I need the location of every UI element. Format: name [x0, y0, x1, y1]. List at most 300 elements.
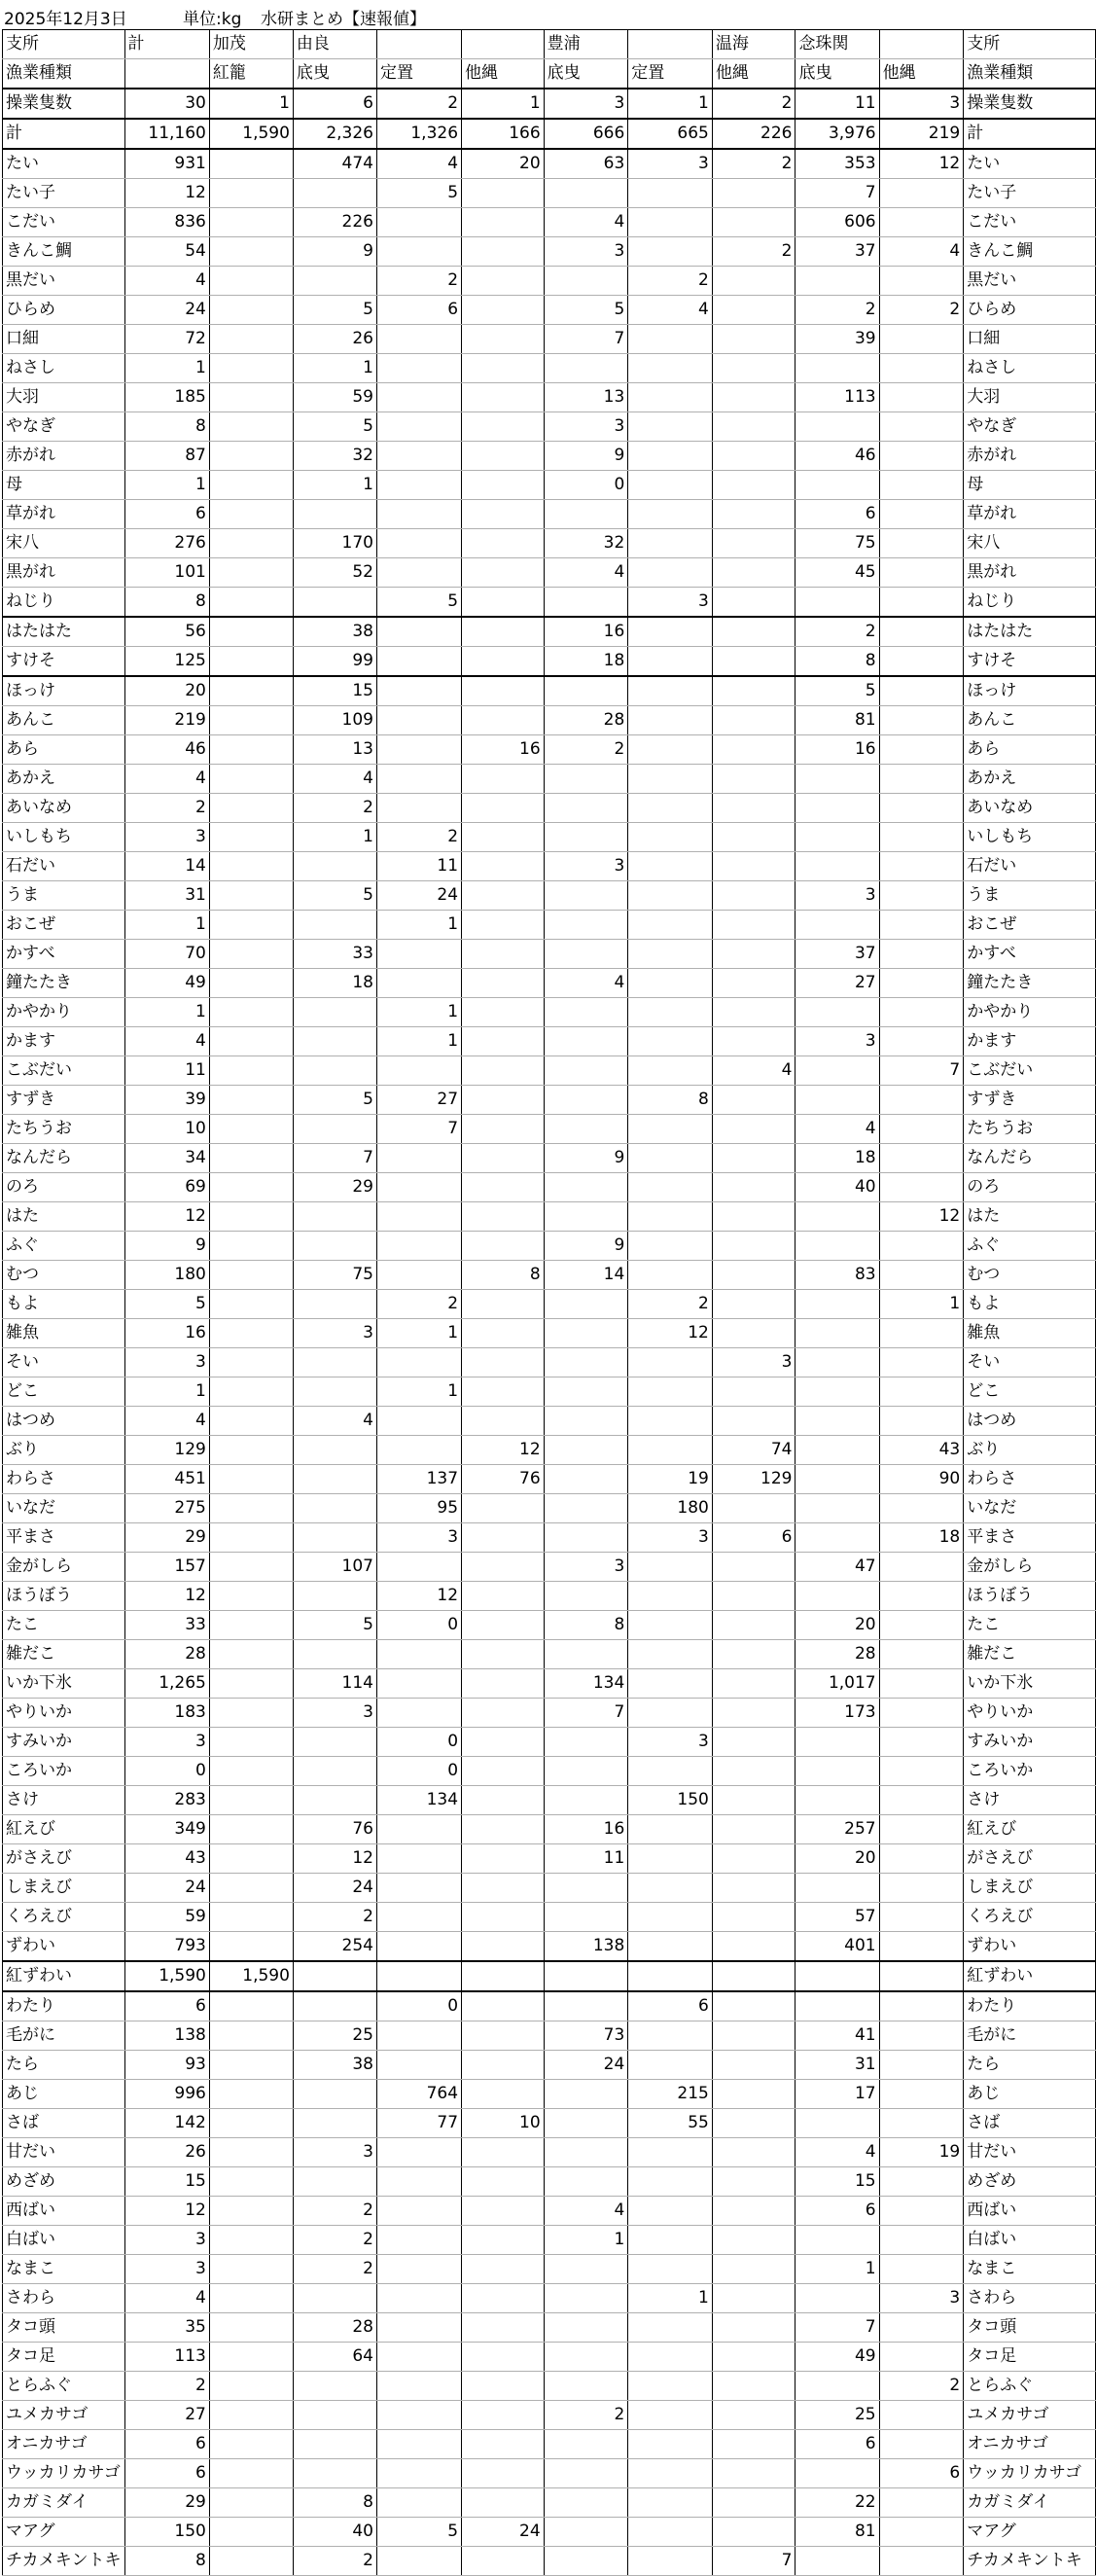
table-row: [3, 1611, 1096, 1640]
table-row: [3, 2226, 1096, 2255]
cell: 3: [544, 1553, 628, 1582]
cell: [544, 940, 628, 969]
row-label: あじ: [3, 2080, 125, 2109]
cell: 90: [879, 1465, 964, 1494]
cell: [879, 1319, 964, 1348]
cell: [376, 1436, 461, 1465]
table-row: [3, 2459, 1096, 2488]
row-label-right: むつ: [964, 1261, 1096, 1290]
cell: [209, 1844, 293, 1874]
row-label: 雑だこ: [3, 1640, 125, 1669]
row-label-right: くろえび: [964, 1903, 1096, 1932]
cell: [628, 1815, 713, 1844]
cell: [462, 617, 545, 647]
cell: 7: [712, 2547, 795, 2576]
cell: [293, 911, 376, 940]
table-row: [3, 1436, 1096, 1465]
cell: [544, 1523, 628, 1553]
cell: 226: [293, 208, 376, 237]
cell: 76: [293, 1815, 376, 1844]
row-label: ウッカリカサゴ: [3, 2459, 125, 2488]
cell: [544, 1290, 628, 1319]
cell: [376, 2401, 461, 2430]
row-label-right: あじ: [964, 2080, 1096, 2109]
row-label-right: 赤がれ: [964, 442, 1096, 471]
table-row: [3, 1202, 1096, 1232]
row-label-right: マアグ: [964, 2518, 1096, 2547]
cell: [712, 471, 795, 500]
cell: [209, 794, 293, 823]
cell: 0: [376, 1757, 461, 1786]
cell: [376, 1903, 461, 1932]
cell: 3: [628, 1523, 713, 1553]
cell: [712, 412, 795, 442]
cell: [879, 267, 964, 296]
cell: [628, 1027, 713, 1056]
row-label-right: やなぎ: [964, 412, 1096, 442]
cell: 2: [376, 89, 461, 119]
cell: [712, 765, 795, 794]
cell: [879, 1144, 964, 1173]
cell: 11: [544, 1844, 628, 1874]
cell: [209, 2430, 293, 2459]
row-label: わらさ: [3, 1465, 125, 1494]
cell: 6: [124, 500, 209, 529]
row-label-right: こぶだい: [964, 1056, 1096, 1086]
cell: [628, 1144, 713, 1173]
cell: [544, 2080, 628, 2109]
cell: 0: [376, 1991, 461, 2021]
cell: 2: [712, 89, 795, 119]
cell: [795, 588, 879, 618]
cell: [628, 1640, 713, 1669]
cell: [462, 500, 545, 529]
row-label: ほっけ: [3, 676, 125, 706]
table-row: [3, 1961, 1096, 1991]
cell: [544, 2284, 628, 2313]
cell: [376, 2459, 461, 2488]
cell: 12: [124, 1582, 209, 1611]
cell: [376, 1144, 461, 1173]
cell: 29: [124, 1523, 209, 1553]
cell: 3: [544, 237, 628, 267]
cell: [544, 267, 628, 296]
table-row: [3, 998, 1096, 1027]
cell: 12: [124, 1202, 209, 1232]
unit-label: 単位:kg: [183, 10, 242, 29]
row-label-right: 草がれ: [964, 500, 1096, 529]
cell: [544, 1640, 628, 1669]
row-label: タコ頭: [3, 2313, 125, 2343]
cell: [712, 881, 795, 911]
cell: [879, 1640, 964, 1669]
cell: 1: [628, 89, 713, 119]
cell: [712, 558, 795, 588]
row-label-right: ねじり: [964, 588, 1096, 618]
row-label-right: たこ: [964, 1611, 1096, 1640]
cell: 他縄: [879, 59, 964, 89]
cell: [879, 940, 964, 969]
cell: [462, 2226, 545, 2255]
cell: [462, 1844, 545, 1874]
row-label-right: 金がしら: [964, 1553, 1096, 1582]
table-row: [3, 1407, 1096, 1436]
cell: [376, 558, 461, 588]
cell: 7: [376, 1115, 461, 1144]
cell: [376, 471, 461, 500]
cell: 47: [795, 1553, 879, 1582]
cell: [712, 1173, 795, 1202]
cell: [712, 442, 795, 471]
table-row: [3, 823, 1096, 852]
cell: [628, 647, 713, 677]
cell: [795, 1582, 879, 1611]
cell: [712, 647, 795, 677]
cell: 18: [293, 969, 376, 998]
cell: [795, 794, 879, 823]
cell: [628, 1173, 713, 1202]
cell: [879, 1728, 964, 1757]
cell: [628, 383, 713, 412]
cell: 15: [124, 2167, 209, 2197]
cell: [462, 1699, 545, 1728]
cell: [462, 1669, 545, 1699]
row-label-right: すけそ: [964, 647, 1096, 677]
row-label-right: なまこ: [964, 2255, 1096, 2284]
cell: 3: [124, 1728, 209, 1757]
cell: [795, 852, 879, 881]
cell: [462, 676, 545, 706]
cell: [628, 2372, 713, 2401]
cell: 474: [293, 149, 376, 179]
row-label: さわら: [3, 2284, 125, 2313]
cell: [209, 2313, 293, 2343]
cell: [209, 911, 293, 940]
row-label-right: タコ足: [964, 2343, 1096, 2372]
cell: [879, 1407, 964, 1436]
cell: [209, 1669, 293, 1699]
cell: 4: [124, 267, 209, 296]
cell: 764: [376, 2080, 461, 2109]
cell: 1,265: [124, 1669, 209, 1699]
cell: 150: [124, 2518, 209, 2547]
cell: 3: [544, 852, 628, 881]
cell: 6: [124, 1991, 209, 2021]
cell: 2: [544, 735, 628, 765]
table-row: [3, 2255, 1096, 2284]
cell: 793: [124, 1932, 209, 1962]
cell: 166: [462, 119, 545, 149]
cell: [795, 1407, 879, 1436]
cell: 24: [293, 1874, 376, 1903]
cell: 12: [124, 179, 209, 208]
cell: [879, 1786, 964, 1815]
row-label: カガミダイ: [3, 2488, 125, 2518]
cell: [462, 2021, 545, 2051]
cell: 39: [795, 325, 879, 354]
cell: 1: [376, 1319, 461, 1348]
cell: [712, 1757, 795, 1786]
cell: 4: [795, 2138, 879, 2167]
cell: [209, 1377, 293, 1407]
cell: 3,976: [795, 119, 879, 149]
cell: 1: [124, 911, 209, 940]
cell: [544, 500, 628, 529]
cell: 276: [124, 529, 209, 558]
cell: 12: [462, 1436, 545, 1465]
cell: 1,590: [209, 119, 293, 149]
cell: [462, 1115, 545, 1144]
cell: [628, 2226, 713, 2255]
cell: [376, 2372, 461, 2401]
cell: 加茂: [209, 30, 293, 59]
cell: [462, 1407, 545, 1436]
total-row: [3, 119, 1096, 149]
cell: [795, 354, 879, 383]
cell: [628, 969, 713, 998]
cell: [879, 823, 964, 852]
cell: [795, 267, 879, 296]
cell: [544, 881, 628, 911]
cell: 29: [293, 1173, 376, 1202]
table-row: [3, 2138, 1096, 2167]
cell: 13: [544, 383, 628, 412]
cell: 37: [795, 940, 879, 969]
cell: [209, 2459, 293, 2488]
cell: [124, 59, 209, 89]
row-label: ひらめ: [3, 296, 125, 325]
cell: 2: [293, 2255, 376, 2284]
row-label: 毛がに: [3, 2021, 125, 2051]
cell: 257: [795, 1815, 879, 1844]
cell: 64: [293, 2343, 376, 2372]
cell: [712, 2518, 795, 2547]
cell: 2: [376, 267, 461, 296]
cell: [376, 1699, 461, 1728]
cell: [879, 881, 964, 911]
cell: [544, 354, 628, 383]
row-label: マアグ: [3, 2518, 125, 2547]
cell: [209, 237, 293, 267]
cell: [544, 2518, 628, 2547]
cell: 7: [879, 1056, 964, 1086]
row-label: あいなめ: [3, 794, 125, 823]
cell: [544, 1173, 628, 1202]
cell: [544, 1582, 628, 1611]
cell: [376, 30, 461, 59]
cell: [712, 2401, 795, 2430]
table-row: [3, 471, 1096, 500]
cell: [795, 1348, 879, 1377]
row-label: ずわい: [3, 1932, 125, 1962]
cell: 113: [795, 383, 879, 412]
row-label-right: ひらめ: [964, 296, 1096, 325]
boats-row: [3, 89, 1096, 119]
cell: 底曳: [544, 59, 628, 89]
cell: [209, 588, 293, 618]
cell: 3: [879, 89, 964, 119]
cell: [209, 1553, 293, 1582]
cell: [293, 998, 376, 1027]
table-row: [3, 208, 1096, 237]
cell: 2: [879, 2372, 964, 2401]
cell: 3: [628, 588, 713, 618]
cell: 6: [712, 1523, 795, 1553]
sheet-header: [0, 0, 1096, 29]
row-label: さば: [3, 2109, 125, 2138]
cell: 129: [124, 1436, 209, 1465]
cell: [544, 998, 628, 1027]
cell: 1: [293, 823, 376, 852]
cell: 27: [376, 1086, 461, 1115]
cell: [293, 1465, 376, 1494]
cell: 28: [544, 706, 628, 735]
cell: [209, 2284, 293, 2313]
row-label: たちうお: [3, 1115, 125, 1144]
cell: [209, 1494, 293, 1523]
cell: [712, 1582, 795, 1611]
cell: [879, 647, 964, 677]
table-row: [3, 2401, 1096, 2430]
cell: [293, 267, 376, 296]
row-label-right: 紅ずわい: [964, 1961, 1096, 1991]
table-row: [3, 940, 1096, 969]
cell: [209, 1144, 293, 1173]
cell: [462, 881, 545, 911]
cell: [462, 706, 545, 735]
row-label-right: 紅えび: [964, 1815, 1096, 1844]
cell: [879, 1611, 964, 1640]
table-row: [3, 676, 1096, 706]
cell: [209, 179, 293, 208]
cell: [209, 383, 293, 412]
cell: [462, 1319, 545, 1348]
cell: 12: [376, 1582, 461, 1611]
cell: 8: [124, 588, 209, 618]
cell: [293, 2430, 376, 2459]
cell: 1: [462, 89, 545, 119]
cell: 1: [376, 1377, 461, 1407]
cell: [209, 529, 293, 558]
cell: 5: [376, 179, 461, 208]
cell: 107: [293, 1553, 376, 1582]
row-label: オニカサゴ: [3, 2430, 125, 2459]
cell: [879, 1874, 964, 1903]
cell: 27: [124, 2401, 209, 2430]
cell: 34: [124, 1144, 209, 1173]
cell: [376, 383, 461, 412]
cell: 49: [795, 2343, 879, 2372]
cell: [209, 735, 293, 765]
cell: [879, 1961, 964, 1991]
cell: [879, 2401, 964, 2430]
cell: [879, 911, 964, 940]
table-row: [3, 442, 1096, 471]
cell: [462, 2401, 545, 2430]
row-label: タコ足: [3, 2343, 125, 2372]
cell: [712, 735, 795, 765]
table-row: [3, 237, 1096, 267]
cell: [712, 1786, 795, 1815]
cell: [376, 940, 461, 969]
cell: [544, 911, 628, 940]
cell: 114: [293, 1669, 376, 1699]
row-label-right: 雑だこ: [964, 1640, 1096, 1669]
cell: [879, 1903, 964, 1932]
table-row: [3, 1027, 1096, 1056]
gear-header-row: [3, 59, 1096, 89]
cell: 59: [293, 383, 376, 412]
cell: [209, 1115, 293, 1144]
cell: 33: [293, 940, 376, 969]
cell: [293, 1290, 376, 1319]
cell: 20: [124, 676, 209, 706]
cell: 137: [376, 1465, 461, 1494]
row-label-right: 漁業種類: [964, 59, 1096, 89]
cell: 7: [544, 325, 628, 354]
table-row: [3, 1465, 1096, 1494]
row-label-right: 口細: [964, 325, 1096, 354]
row-label: おこぜ: [3, 911, 125, 940]
cell: [879, 676, 964, 706]
cell: [879, 1173, 964, 1202]
table-row: [3, 383, 1096, 412]
cell: [544, 2138, 628, 2167]
row-label-right: いなだ: [964, 1494, 1096, 1523]
cell: [544, 765, 628, 794]
cell: 24: [462, 2518, 545, 2547]
cell: 8: [124, 412, 209, 442]
row-label: 黒だい: [3, 267, 125, 296]
row-label-right: 大羽: [964, 383, 1096, 412]
row-label: たら: [3, 2051, 125, 2080]
cell: [462, 383, 545, 412]
table-row: [3, 1261, 1096, 1290]
cell: 4: [795, 1115, 879, 1144]
cell: 95: [376, 1494, 461, 1523]
cell: [376, 2488, 461, 2518]
cell: 9: [544, 1232, 628, 1261]
row-label: 甘だい: [3, 2138, 125, 2167]
cell: [376, 1173, 461, 1202]
cell: [879, 1115, 964, 1144]
cell: 666: [544, 119, 628, 149]
cell: 7: [795, 179, 879, 208]
cell: [879, 2167, 964, 2197]
cell: 16: [544, 1815, 628, 1844]
row-label: 金がしら: [3, 1553, 125, 1582]
cell: [879, 1232, 964, 1261]
cell: 4: [879, 237, 964, 267]
cell: [209, 412, 293, 442]
cell: [376, 2430, 461, 2459]
cell: [712, 2255, 795, 2284]
cell: 8: [124, 2547, 209, 2576]
cell: [293, 2401, 376, 2430]
table-row: [3, 1086, 1096, 1115]
cell: 4: [544, 969, 628, 998]
cell: 2: [376, 1290, 461, 1319]
cell: [209, 1786, 293, 1815]
cell: [879, 1699, 964, 1728]
cell: [376, 676, 461, 706]
cell: 9: [293, 237, 376, 267]
cell: [544, 1903, 628, 1932]
cell: [628, 2488, 713, 2518]
cell: 9: [544, 1144, 628, 1173]
cell: [544, 1115, 628, 1144]
cell: [376, 412, 461, 442]
